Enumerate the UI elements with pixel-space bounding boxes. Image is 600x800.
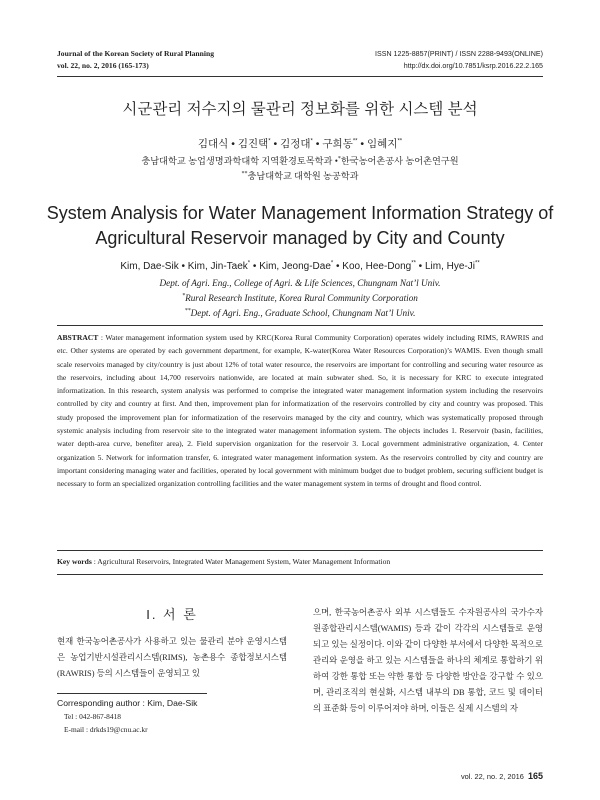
abstract-bottom-rule bbox=[57, 550, 543, 551]
journal-volume: vol. 22, no. 2, 2016 (165-173) bbox=[57, 61, 149, 70]
issn-block bbox=[375, 48, 543, 72]
author-mark: ** bbox=[352, 138, 358, 145]
affiliation-english-1: Dept. of Agri. Eng., College of Agri. & Life Sciences, Chungnam Nat’l Univ. bbox=[159, 278, 441, 288]
author-mark: * bbox=[247, 260, 251, 267]
authors-english: Kim, Dae-Sik • Kim, Jin-Taek* • Kim, Jeong-Dae* • Koo, Hee-Dong** • Lim, Hye-Ji** bbox=[120, 260, 480, 272]
journal-header bbox=[57, 48, 214, 72]
body-text-left-column: 현재 한국농어촌공사가 사용하고 있는 물관리 분야 운영시스템은 농업기반시설관리시스템(RIMS), 농촌용수 종합정보시스템(RAWRIS) 등의 시스템들이 운영되고 있 bbox=[57, 637, 287, 678]
affiliation-english-3: **Dept. of Agri. Eng., Graduate School, Chungnam Nat’l Univ. bbox=[184, 307, 416, 318]
body-text-right-column: 으며, 한국농어촌공사 외부 시스템들도 수자원공사의 국가수자원종합관리시스템(WAMIS) 등과 같이 각각의 시스템들로 운영되고 있는 실정이다. 이와 같이 다양한 부서에서 다양한 목적으로 관리와 운영을 하고 있는 시스템들을 하나의 체계로 통합하기 위하여 강한 통합 또는 약한 통합 등 다양한 방안을 강구할 수 있으며, 관리조직의 현실화, 시스템 내부의 DB 통합, 코드 및 데이터의 표준화 등이 이루어져야 하며, 이들은 실제 시스템의 자 bbox=[313, 608, 543, 713]
corresponding-email[interactable]: E-mail : drkds19@cnu.ac.kr bbox=[64, 725, 148, 734]
author-mark: * bbox=[310, 138, 313, 145]
keywords bbox=[57, 556, 543, 568]
keywords-label: Key words bbox=[57, 557, 92, 566]
abstract-top-rule bbox=[57, 325, 543, 326]
author-name: Koo, Hee-Dong bbox=[342, 261, 412, 272]
author-name: 김대식 bbox=[197, 138, 229, 150]
affiliation-korean-1: 충남대학교 농업생명과학대학 지역환경토목학과 •*한국농어촌공사 농어촌연구원 bbox=[141, 155, 459, 166]
footer-issue: vol. 22, no. 2, 2016 bbox=[460, 772, 524, 781]
keywords-bottom-rule bbox=[57, 574, 543, 575]
title-korean: 시군관리 저수지의 물관리 정보화를 위한 시스템 분석 bbox=[122, 101, 478, 118]
author-name: 구희동 bbox=[322, 138, 353, 150]
author-mark: ** bbox=[474, 260, 480, 267]
footnote-rule bbox=[57, 693, 207, 694]
corresponding-author: Corresponding author : Kim, Dae-Sik bbox=[57, 698, 198, 708]
page-number: 165 bbox=[527, 771, 543, 781]
affiliation-english-2: *Rural Research Institute, Korea Rural Community Corporation bbox=[182, 292, 418, 303]
author-name: Kim, Dae-Sik bbox=[120, 261, 179, 272]
author-name: Kim, Jeong-Dae bbox=[259, 261, 331, 272]
author-name: Lim, Hye-Ji bbox=[424, 261, 475, 272]
abstract bbox=[57, 331, 543, 491]
abstract-text: : Water management information system used by KRC(Korea Rural Community Corporation) operates widely including RIMS, RAWRIS and etc. Other systems are operated by each government department, for example, K-water(Korea Water Resources Corporation)’s WAMIS. Even though small scale reservoirs managed by city/country is just about 12% of total water resource, the reservoirs are important for controlling and securing water resource as the reservoirs, including about 14,700 reservoirs nationwide, are located at main subwater shed. So, it is necessary for KRC to execute integrated informatization. In this research, system analysis was performed to comprise the integrated water management information system including the reservoirs controlled by city and country at first. And then, improvement plan for informatization of the reservoirs controlled by city and country was proposed. This study proposed the improvement plan for informatization of the reservoirs managed by the city and country, which was systematically proposed through systemic analysis including from reservoir site to the integrated water management information system. The objects includes 1. Reservoir (basin, facilities, water depth-area curve, benefiter area), 2. Field supervision organization for the reservoir 3. Local government administrative organization, 4. Center organization 5. Network for information transfer, 6. integrated water management information system. As the reservoirs controlled by city and country are important considering managing water and facilities, operated by local government with minimum budget due to budget problem, securing sufficient budget is necessary to form an specialized organization controlling facilities and the water management system in terms of drought and flood control. bbox=[57, 333, 543, 489]
author-name: 임혜지 bbox=[367, 138, 398, 150]
keywords-text: : Agricultural Reservoirs, Integrated Water Management System, Water Management Information bbox=[91, 557, 391, 566]
author-name: 김진택 bbox=[237, 138, 269, 150]
issn: ISSN 1225-8857(PRINT) / ISSN 2288-9493(ONLINE) bbox=[375, 50, 543, 58]
section-heading: I. 서 론 bbox=[146, 607, 198, 622]
abstract-label: ABSTRACT bbox=[57, 333, 99, 342]
title-english: System Analysis for Water Management Information Strategy of Agricultural Reservoir managed by City and County bbox=[46, 203, 554, 248]
author-mark: * bbox=[268, 138, 271, 145]
author-name: 김정대 bbox=[280, 138, 311, 150]
authors-korean: 김대식 • 김진택* • 김정대* • 구희동** • 임혜지** bbox=[197, 138, 403, 150]
affiliation-korean-2: **충남대학교 대학원 농공학과 bbox=[241, 170, 359, 181]
author-mark: ** bbox=[411, 260, 416, 267]
doi-link[interactable]: http://dx.doi.org/10.7851/ksrp.2016.22.2.165 bbox=[403, 62, 543, 70]
author-mark: ** bbox=[397, 138, 403, 145]
header-rule bbox=[57, 76, 543, 77]
author-mark: * bbox=[330, 260, 334, 267]
page-footer bbox=[461, 771, 543, 781]
journal-name: Journal of the Korean Society of Rural Planning bbox=[57, 49, 215, 58]
author-name: Kim, Jin-Taek bbox=[187, 261, 248, 272]
corresponding-tel: Tel : 042-867-8418 bbox=[64, 712, 121, 721]
